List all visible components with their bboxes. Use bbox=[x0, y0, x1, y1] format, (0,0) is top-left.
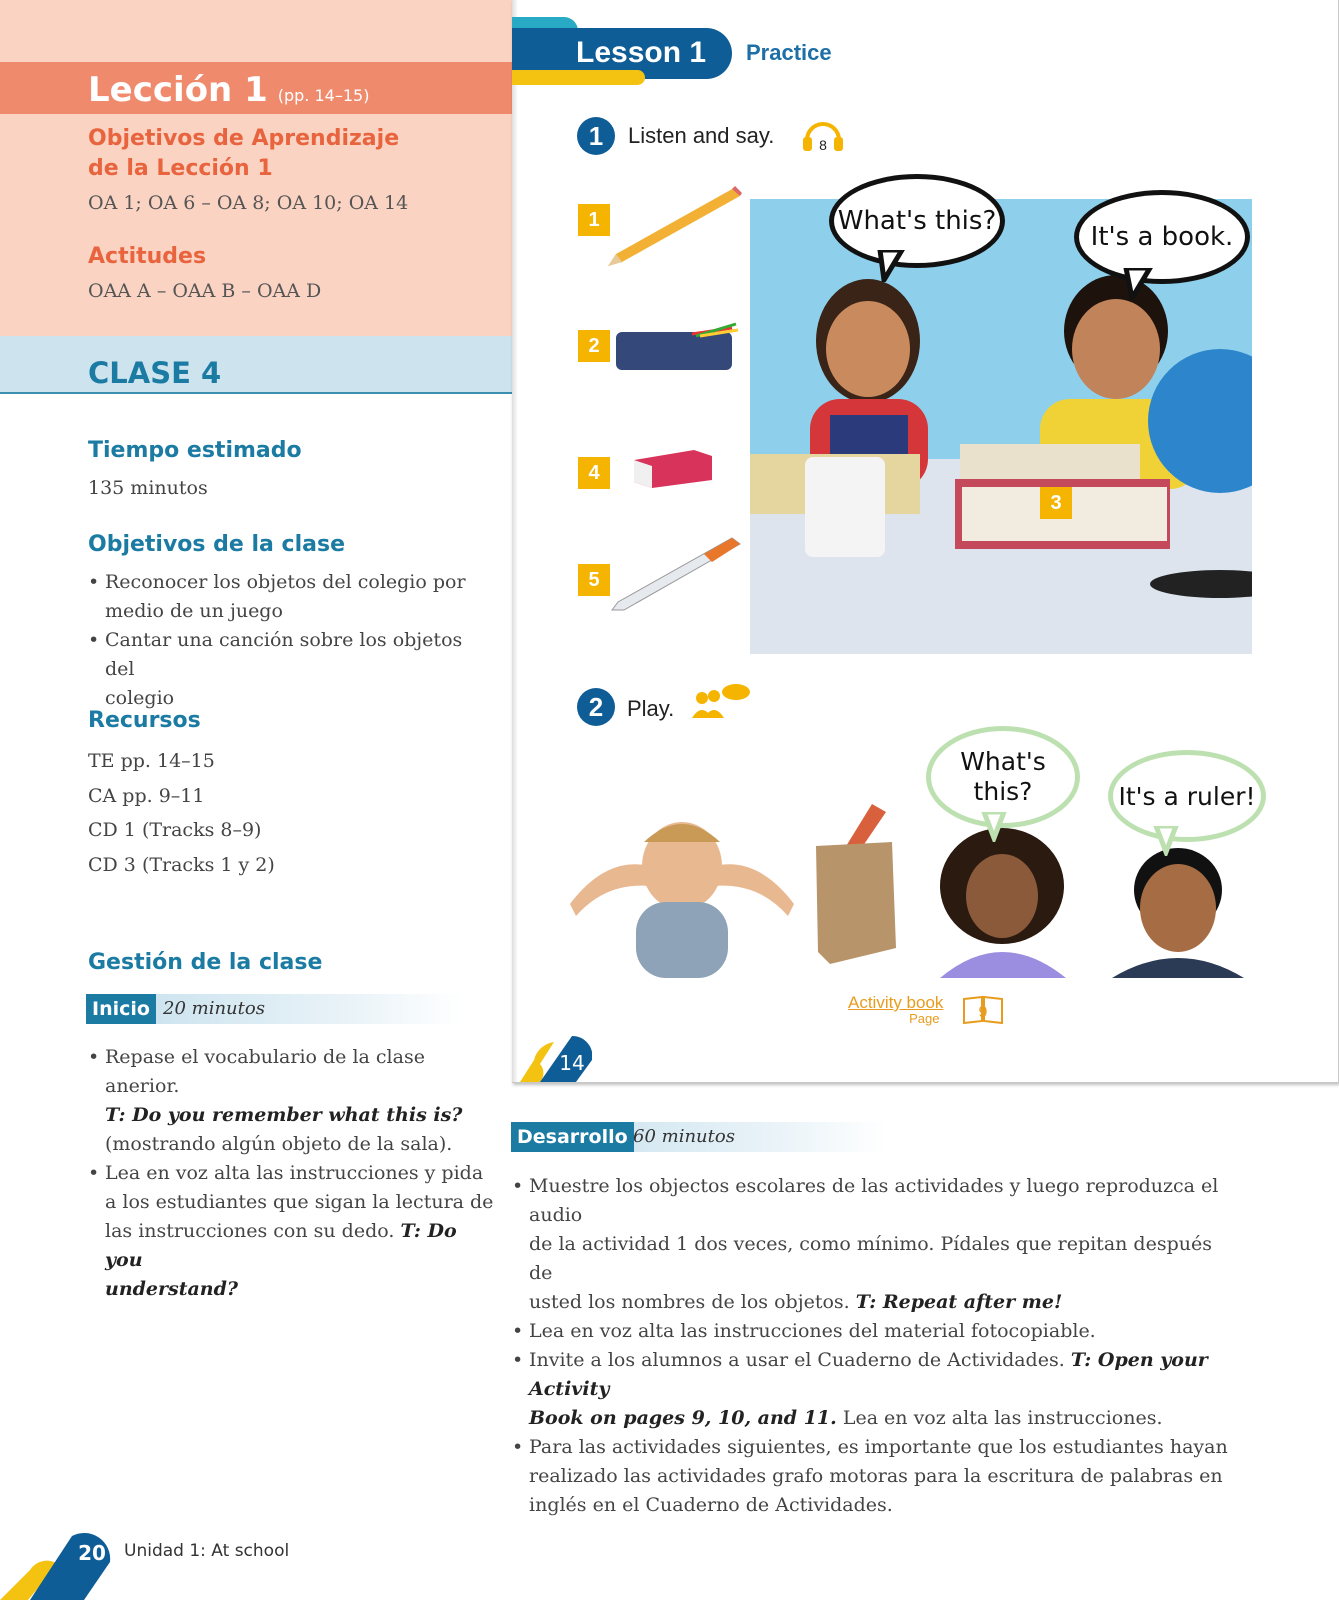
activity-book-page-number: 9 bbox=[978, 1004, 988, 1021]
page-gutter-shadow bbox=[512, 0, 518, 1082]
item-number: 1 bbox=[578, 204, 610, 236]
inicio-time: 20 minutos bbox=[163, 998, 265, 1019]
speech-bubble-tail bbox=[980, 812, 1010, 842]
learning-objectives-value: OA 1; OA 6 – OA 8; OA 10; OA 14 bbox=[88, 192, 409, 214]
footer-page-number: 20 bbox=[78, 1541, 106, 1565]
class-management-heading: Gestión de la clase bbox=[88, 950, 323, 975]
footer-unit-label: Unidad 1: At school bbox=[124, 1541, 290, 1561]
list-item: • Lea en voz alta las instrucciones y pida a los estudiantes que sigan la lectura de las instrucciones con su dedo. T: Do you understand? bbox=[88, 1159, 498, 1304]
speech-bubble-its-a-ruler: It's a ruler! bbox=[1108, 750, 1266, 842]
class-title: CLASE 4 bbox=[88, 356, 222, 390]
class-objectives-heading: Objetivos de la clase bbox=[88, 532, 345, 557]
resource-item: CD 1 (Tracks 8–9) bbox=[88, 819, 262, 841]
item-number: 4 bbox=[578, 457, 610, 489]
list-item: • Muestre los objectos escolares de las actividades y luego reproduzca el audio de la actividad 1 dos veces, como mínimo. Pídales que repitan después de usted los nombres de los objetos. T: Repeat after me! bbox=[512, 1172, 1232, 1317]
resource-item: CD 3 (Tracks 1 y 2) bbox=[88, 853, 275, 876]
activity-2-instruction: Play. bbox=[627, 696, 675, 721]
activity-1-number: 1 bbox=[577, 117, 615, 155]
pencil-image bbox=[604, 184, 744, 270]
list-item: • Invite a los alumnos a usar el Cuaderno de Actividades. T: Open your Activity Book on pages 9, 10, and 11. Lea en voz alta las instrucciones. bbox=[512, 1346, 1232, 1433]
resource-item: CA pp. 9–11 bbox=[88, 784, 205, 807]
resources-list bbox=[88, 744, 275, 882]
pair-work-icon bbox=[690, 682, 752, 722]
speech-bubble-tail bbox=[1152, 826, 1182, 856]
activity-1-instruction: Listen and say. bbox=[628, 123, 775, 148]
lesson-label: Lesson 1 bbox=[576, 36, 707, 69]
attitudes-heading: Actitudes bbox=[88, 244, 207, 269]
learning-objectives-heading: Objetivos de Aprendizaje de la Lección 1 bbox=[88, 126, 400, 181]
lesson-title: Lección 1 (pp. 14–15) bbox=[88, 70, 370, 110]
list-item: • Lea en voz alta las instrucciones del material fotocopiable. bbox=[512, 1317, 1232, 1346]
open-book-icon bbox=[962, 993, 1004, 1025]
list-item: • Repase el vocabulario de la clase anerior. T: Do you remember what this is? (mostrando algún objeto de la sala). bbox=[88, 1043, 498, 1159]
estimated-time-value: 135 minutos bbox=[88, 477, 208, 499]
class-objectives-list bbox=[88, 568, 488, 713]
speech-bubble-its-a-book: It's a book. bbox=[1074, 190, 1250, 284]
desarrollo-label: Desarrollo bbox=[511, 1122, 634, 1152]
inicio-list bbox=[88, 1043, 498, 1304]
footer-page-number-tab bbox=[0, 1524, 112, 1600]
item-number: 5 bbox=[578, 564, 610, 596]
list-item: • Para las actividades siguientes, es importante que los estudiantes hayan realizado las actividades grafo motoras para la escritura de palabras en inglés en el Cuaderno de Actividades. bbox=[512, 1433, 1232, 1520]
resource-item: TE pp. 14–15 bbox=[88, 750, 215, 772]
inicio-phase-bar bbox=[86, 994, 462, 1024]
class-band bbox=[0, 336, 512, 394]
speech-bubble-tail bbox=[872, 250, 912, 282]
practice-label: Practice bbox=[746, 40, 832, 65]
desarrollo-list bbox=[512, 1172, 1232, 1520]
lesson-pages: (pp. 14–15) bbox=[277, 86, 370, 105]
activity-book-reference[interactable] bbox=[848, 993, 943, 1026]
student-book-page bbox=[512, 0, 1339, 1083]
paper-bag-with-ruler-image bbox=[812, 802, 898, 964]
boy-covering-eyes-image bbox=[566, 806, 798, 978]
headphones-icon[interactable] bbox=[802, 118, 844, 154]
item-number: 2 bbox=[578, 330, 610, 362]
pencil-case-image bbox=[612, 318, 744, 374]
desarrollo-phase-bar bbox=[511, 1122, 887, 1152]
list-item: • Cantar una canción sobre los objetos del colegio bbox=[88, 626, 488, 713]
eraser-image bbox=[632, 448, 718, 490]
activity-2-number: 2 bbox=[577, 688, 615, 726]
attitudes-value: OAA A – OAA B – OAA D bbox=[88, 280, 322, 302]
track-number: 8 bbox=[819, 137, 827, 153]
estimated-time-heading: Tiempo estimado bbox=[88, 438, 302, 463]
item-number: 3 bbox=[1040, 487, 1072, 519]
book-page-number: 14 bbox=[559, 1051, 585, 1075]
desarrollo-time: 60 minutos bbox=[633, 1126, 735, 1147]
speech-bubble-tail bbox=[1120, 268, 1160, 300]
list-item: • Reconocer los objetos del colegio por medio de un juego bbox=[88, 568, 488, 626]
lesson-tab-underline bbox=[512, 70, 645, 85]
inicio-label: Inicio bbox=[86, 994, 156, 1024]
speech-bubble-whats-this: What's this? bbox=[829, 174, 1005, 268]
boy-image bbox=[1106, 842, 1248, 978]
activity-book-page-label: Page bbox=[909, 1011, 940, 1026]
book-page-number-tab bbox=[512, 1020, 592, 1082]
activity-book-label: Activity book bbox=[848, 993, 944, 1012]
girl-image bbox=[934, 826, 1072, 978]
resources-heading: Recursos bbox=[88, 708, 201, 733]
speech-bubble-whats-this-2: What's this? bbox=[926, 726, 1080, 828]
pen-image bbox=[608, 532, 748, 614]
